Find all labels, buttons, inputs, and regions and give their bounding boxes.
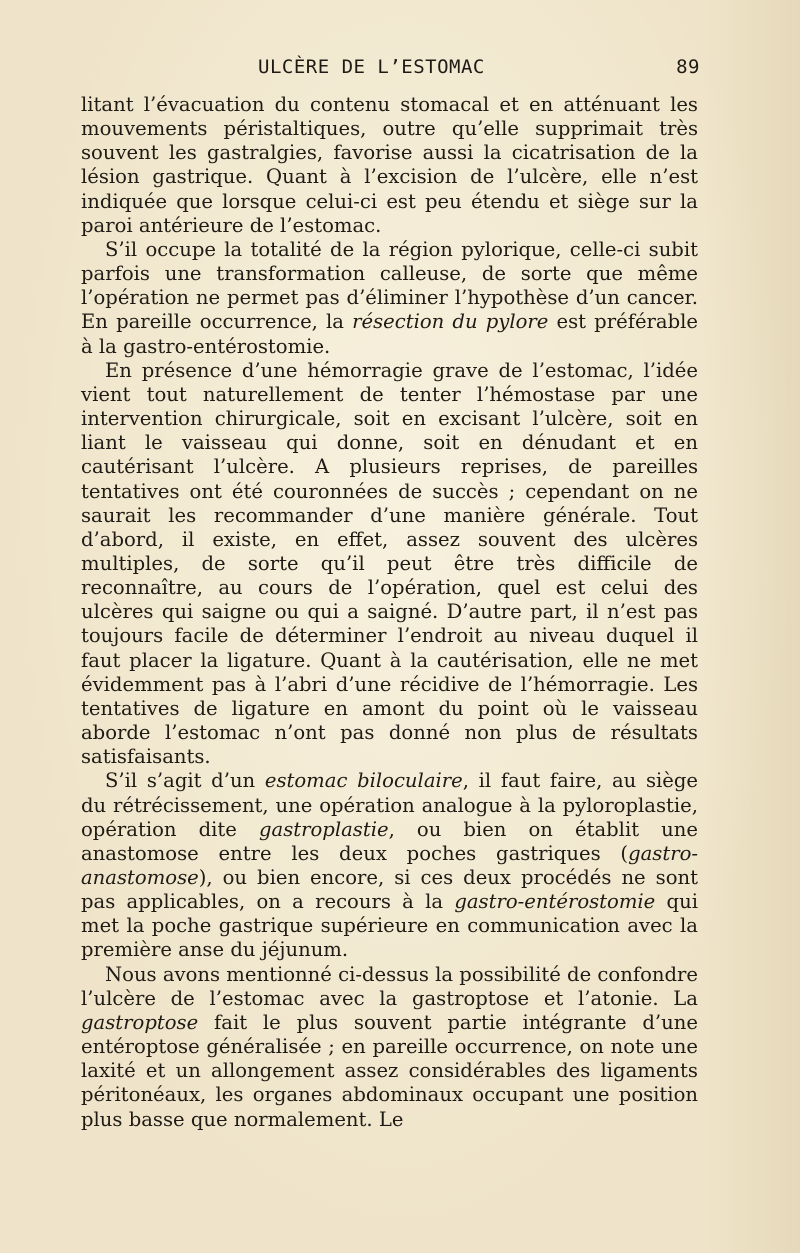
running-header xyxy=(80,56,700,80)
text-segment: fait le plus souvent partie intégrante d’une entéroptose généralisée ; en pareille occurrence, on note une laxité et un allongement assez considérables des ligaments péritonéaux, les organes abdominaux occupant une position plus basse que normalement. Le xyxy=(81,1010,698,1131)
text-segment: Nous avons mentionné ci-dessus la possibilité de confondre l’ulcère de l’estomac avec la gastroptose et l’atonie. La xyxy=(81,962,698,1010)
text-segment: est préférable à la gastro-entérostomie. xyxy=(81,310,698,358)
italic-term: résection du pylore xyxy=(352,310,549,334)
paragraph xyxy=(81,238,698,359)
italic-term: gastro-anastomose xyxy=(81,841,698,889)
page-number: 89 xyxy=(676,56,700,78)
body-text xyxy=(81,93,698,1132)
running-title: ULCÈRE DE L’ESTOMAC xyxy=(258,56,485,78)
paragraph xyxy=(81,93,698,238)
paragraph xyxy=(81,963,698,1132)
text-segment: , ou bien on établit une anastomose entre les deux poches gastriques ( xyxy=(81,817,698,865)
paragraph xyxy=(81,769,698,962)
italic-term: estomac biloculaire xyxy=(264,769,463,793)
text-segment: , il faut faire, au siège du rétrécissement, une opération analogue à la pyloroplastie, opération dite xyxy=(81,769,699,841)
text-segment: litant l’évacuation du contenu stomacal et en atténuant les mouvements péristaltiques, outre qu’elle supprimait très souvent les gastralgies, favorise aussi la cicatrisation de la lésion gastrique. Quant à l’excision de l’ulcère, elle n’est indiquée que lorsque celui-ci est peu étendu et siège sur la paroi antérieure de l’estomac. xyxy=(81,93,698,237)
italic-term: gastroptose xyxy=(81,1010,199,1034)
text-segment: ), ou bien encore, si ces deux procédés ne sont pas applicables, on a recours à la xyxy=(81,866,698,914)
text-segment: S’il occupe la totalité de la région pylorique, celle-ci subit parfois une transformation calleuse, de sorte que même l’opération ne permet pas d’éliminer l’hypothèse d’un cancer. En pareille occurrence, la xyxy=(81,237,698,334)
text-segment: S’il s’agit d’un xyxy=(105,769,265,793)
italic-term: gastro-entérostomie xyxy=(454,890,656,914)
italic-term: gastroplastie xyxy=(258,817,389,841)
text-segment: En présence d’une hémorragie grave de l’estomac, l’idée vient tout naturellement de tenter l’hémostase par une intervention chirurgicale, soit en excisant l’ulcère, soit en liant le vaisseau qui donne, soit en dénudant et en cautérisant l’ulcère. A plusieurs reprises, de pareilles tentatives ont été couronnées de succès ; cependant on ne saurait les recommander d’une manière générale. Tout d’abord, il existe, en effet, assez souvent des ulcères multiples, de sorte qu’il peut être très difficile de reconnaître, au cours de l’opération, quel est celui des ulcères qui saigne ou qui a saigné. D’autre part, il n’est pas toujours facile de déterminer l’endroit au niveau duquel il faut placer la ligature. Quant à la cautérisation, elle ne met évidemment pas à l’abri d’une récidive de l’hémorragie. Les tentatives de ligature en amont du point où le vaisseau aborde l’estomac n’ont pas donné non plus de résultats satisfaisants. xyxy=(81,358,698,769)
paragraph xyxy=(81,359,698,770)
text-segment: qui met la poche gastrique supérieure en communication avec la première anse du jéjunum. xyxy=(81,890,698,962)
